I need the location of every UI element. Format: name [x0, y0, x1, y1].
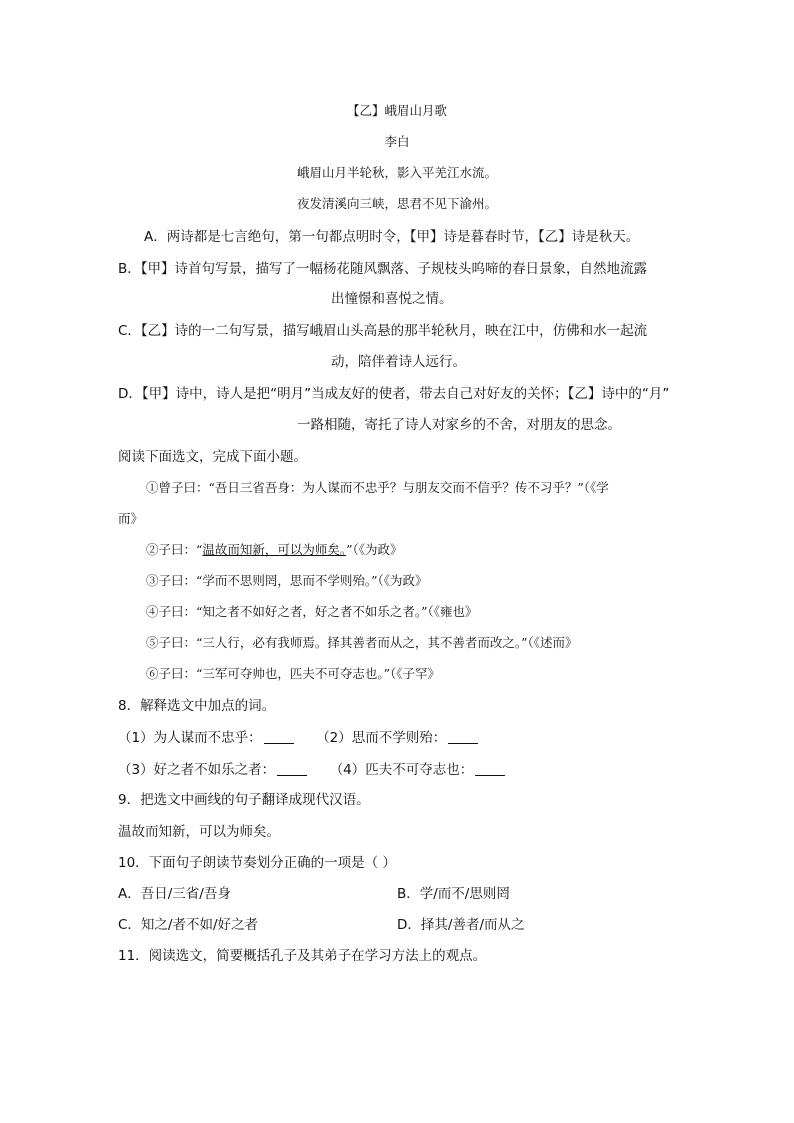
poem-author: 李白 [384, 134, 410, 149]
q10-option-b: B．学/而不/思则罔 [397, 886, 510, 902]
option-b-line-1: B．【甲】诗首句写景，描写了一幅杨花随风飘落、子规枝头呜啼的春日景象，自然地流露 [118, 261, 648, 277]
quote-2-prefix: ②子曰：“ [146, 542, 203, 557]
option-a: A．两诗都是七言绝句，第一句都点明时令，【甲】诗是暮春时节，【乙】诗是秋天。 [144, 229, 640, 245]
q10-title: 10．下面句子朗读节奏划分正确的一项是（ ） [118, 855, 396, 871]
q8-item-1: （1）为人谋而不忠乎： [118, 730, 262, 746]
quote-1-cont: 而》 [118, 511, 144, 526]
quote-2 [146, 540, 403, 560]
q8-title: 8．解释选文中加点的词。 [118, 698, 276, 714]
q8-item-2: （2）思而不学则殆： [316, 730, 447, 746]
quote-4: ④子曰：“知之者不如好之者，好之者不如乐之者。”（《雍也》 [146, 604, 478, 619]
poem-title: 【乙】峨眉山月歌 [346, 103, 447, 118]
quote-6: ⑥子曰：“三军可夺帅也，匹夫不可夺志也。”（《子罕》 [146, 666, 441, 681]
q8-item-3: （3）好之者不如乐之者： [118, 762, 276, 778]
answer-blank[interactable] [277, 761, 307, 776]
reading-instruction: 阅读下面选文，完成下面小题。 [118, 449, 307, 465]
quote-2-suffix: ”（《为政》 [346, 542, 403, 557]
q10-option-c: C．知之/者不如/好之者 [118, 917, 259, 933]
option-b-line-2: 出憧憬和喜悦之情。 [331, 291, 453, 307]
q10-option-a: A．吾日/三省/吾身 [118, 886, 231, 902]
option-c-line-1: C．【乙】诗的一二句写景，描写峨眉山头高悬的那半轮秋月，映在江中，仿佛和水一起流 [118, 323, 648, 339]
q9-title: 9．把选文中画线的句子翻译成现代汉语。 [118, 792, 370, 808]
q8-row-2 [118, 760, 505, 780]
option-c-line-2: 动，陪伴着诗人远行。 [331, 354, 466, 370]
quote-2-underlined: 温故而知新，可以为师矣。 [202, 542, 347, 557]
option-d-line-1: D．【甲】诗中，诗人是把“明月”当成友好的使者，带去自己对好友的关怀；【乙】诗中的“月” [118, 386, 670, 402]
poem-line-2: 夜发清溪向三峡，思君不见下渝州。 [296, 196, 497, 211]
q9-sentence: 温故而知新，可以为师矣。 [118, 824, 280, 840]
q11-title: 11．阅读选文，简要概括孔子及其弟子在学习方法上的观点。 [118, 948, 487, 964]
q10-option-d: D．择其/善者/而从之 [397, 917, 525, 933]
quote-1: ①曾子曰：“吾日三省吾身：为人谋而不忠乎？与朋友交而不信乎？传不习乎？”（《学 [146, 480, 609, 495]
poem-line-1: 峨眉山月半轮秋，影入平羌江水流。 [296, 165, 497, 180]
answer-blank[interactable] [475, 761, 505, 776]
quote-3: ③子曰：“学而不思则罔，思而不学则殆。”（《为政》 [146, 573, 428, 588]
answer-blank[interactable] [264, 729, 294, 744]
q8-row-1 [118, 728, 478, 748]
q8-item-4: （4）匹夫不可夺志也： [329, 762, 474, 778]
quote-5: ⑤子曰：“三人行，必有我师焉。择其善者而从之，其不善者而改之。”（《述而》 [146, 635, 578, 650]
answer-blank[interactable] [448, 729, 478, 744]
option-d-line-2: 一路相随，寄托了诗人对家乡的不舍，对朋友的思念。 [297, 417, 621, 433]
